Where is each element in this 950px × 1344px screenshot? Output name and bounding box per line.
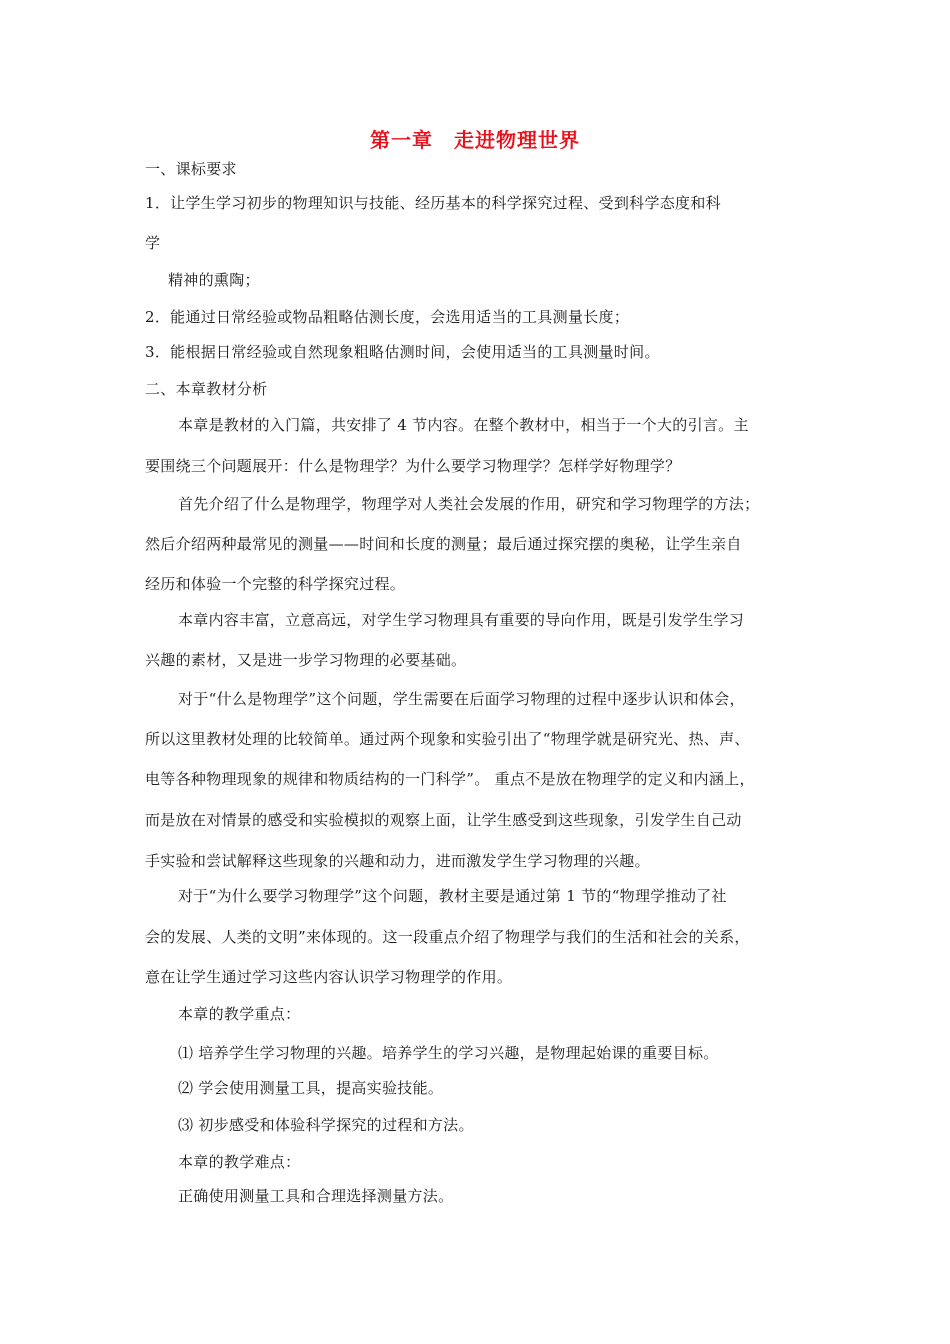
- paragraph-line: 会的发展、人类的文明”来体现的。这一段重点介绍了物理学与我们的生活和社会的关系，: [145, 928, 750, 946]
- section-heading-analysis: 二、本章教材分析: [145, 380, 268, 398]
- requirement-1-wrap: 学: [145, 234, 161, 252]
- key-points-heading: 本章的教学重点：: [178, 1005, 301, 1023]
- paragraph-line: 然后介绍两种最常见的测量——时间和长度的测量；最后通过探究摆的奥秘，让学生亲自: [145, 535, 742, 553]
- paragraph-line: 电等各种物理现象的规律和物质结构的一门科学”。 重点不是放在物理学的定义和内涵上，: [145, 770, 755, 788]
- section-heading-curriculum: 一、课标要求: [145, 160, 237, 178]
- requirement-3: 3．能根据日常经验或自然现象粗略估测时间，会使用适当的工具测量时间。: [145, 343, 660, 361]
- paragraph-line: 意在让学生通过学习这些内容认识学习物理学的作用。: [145, 968, 513, 986]
- paragraph-line: 经历和体验一个完整的科学探究过程。: [145, 575, 406, 593]
- requirement-2: 2．能通过日常经验或物品粗略估测长度，会选用适当的工具测量长度；: [145, 308, 630, 326]
- paragraph-line: 本章是教材的入门篇，共安排了 4 节内容。在整个教材中，相当于一个大的引言。主: [178, 416, 749, 434]
- paragraph-line: 本章内容丰富，立意高远，对学生学习物理具有重要的导向作用，既是引发学生学习: [178, 611, 745, 629]
- paragraph-line: 手实验和尝试解释这些现象的兴趣和动力，进而激发学生学习物理的兴趣。: [145, 852, 650, 870]
- key-point-1: ⑴ 培养学生学习物理的兴趣。培养学生的学习兴趣，是物理起始课的重要目标。: [178, 1044, 719, 1062]
- difficulties-heading: 本章的教学难点：: [178, 1153, 301, 1171]
- paragraph-line: 所以这里教材处理的比较简单。通过两个现象和实验引出了“物理学就是研究光、热、声、: [145, 730, 750, 748]
- requirement-1-continued: 精神的熏陶；: [168, 271, 260, 289]
- key-point-3: ⑶ 初步感受和体验科学探究的过程和方法。: [178, 1116, 474, 1134]
- paragraph-line: 而是放在对情景的感受和实验模拟的观察上面，让学生感受到这些现象，引发学生自己动: [145, 811, 742, 829]
- paragraph-line: 首先介绍了什么是物理学，物理学对人类社会发展的作用，研究和学习物理学的方法；: [178, 495, 760, 513]
- paragraph-line: 兴趣的素材，又是进一步学习物理的必要基础。: [145, 651, 467, 669]
- chapter-title: 第一章 走进物理世界: [370, 128, 580, 152]
- requirement-1: 1．让学生学习初步的物理知识与技能、经历基本的科学探究过程、受到科学态度和科: [145, 194, 721, 212]
- paragraph-line: 要围绕三个问题展开：什么是物理学？为什么要学习物理学？怎样学好物理学？: [145, 457, 681, 475]
- difficulty-1: 正确使用测量工具和合理选择测量方法。: [178, 1187, 454, 1205]
- paragraph-line: 对于“为什么要学习物理学”这个问题，教材主要是通过第 1 节的“物理学推动了社: [178, 887, 727, 905]
- paragraph-line: 对于“什么是物理学”这个问题，学生需要在后面学习物理的过程中逐步认识和体会，: [178, 690, 745, 708]
- key-point-2: ⑵ 学会使用测量工具，提高实验技能。: [178, 1079, 444, 1097]
